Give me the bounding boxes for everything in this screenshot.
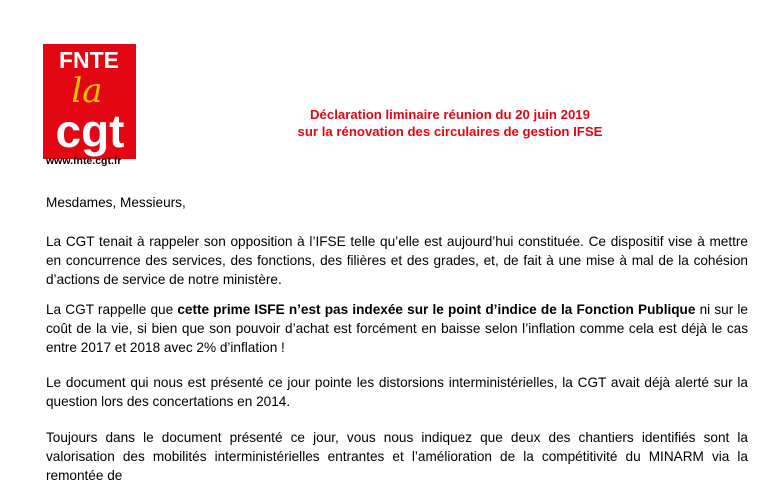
document-title-line-2: sur la rénovation des circulaires de gestion IFSE — [297, 124, 603, 139]
logo-graphic — [43, 44, 136, 159]
logo-fnte-text: FNTE — [58, 47, 120, 73]
paragraph-2-end: ni sur le coût de la vie, si bien que son pouvoir d’achat est forcément en baisse selon l’inflation comme cela est déjà le cas entre 2017 et 2018 avec 2% d’inflation ! — [46, 302, 748, 355]
logo-cgt-text: cgt — [55, 105, 125, 157]
paragraph-4: Toujours dans le document présenté ce jour, vous nous indiquez que deux des chantiers identifiés sont la valorisation des mobilités interministérielles entrantes et l’amélioration de la compétitivité du MINARM via la remontée de — [46, 430, 748, 483]
paragraph-3: Le document qui nous est présenté ce jour pointe les distorsions interministérielles, la CGT avait déjà alerté sur la question lors des concertations en 2014. — [46, 375, 748, 409]
fnte-cgt-logo — [43, 44, 136, 159]
paragraph-2 — [46, 300, 748, 357]
paragraph-1: La CGT tenait à rappeler son opposition à l’IFSE telle qu’elle est aujourd’hui constituée. Ce dispositif vise à mettre en concurrence des services, des fonctions, des filières et des grades, et, de fait à une mise à mal de la cohésion d’actions de service de notre ministère. — [46, 234, 748, 287]
paragraph-2-start: La CGT rappelle que — [46, 302, 178, 317]
salutation: Mesdames, Messieurs, — [46, 195, 186, 210]
paragraph-2-bold: cette prime ISFE n’est pas indexée sur le point d’indice de la Fonction Publique — [177, 302, 696, 317]
logo-la-text: la — [71, 71, 103, 111]
logo-url: www.fnte.cgt.fr — [46, 155, 122, 167]
document-title-line-1: Déclaration liminaire réunion du 20 juin 2019 — [310, 107, 590, 122]
